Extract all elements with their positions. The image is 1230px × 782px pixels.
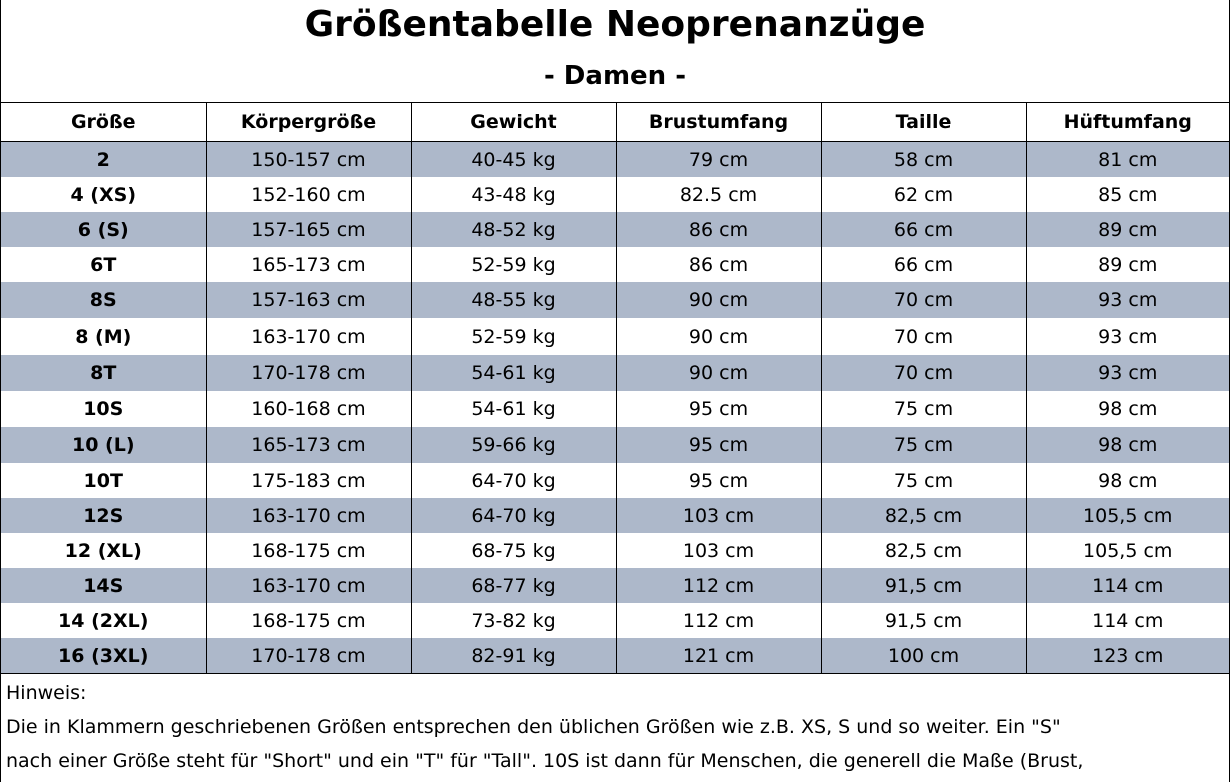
table-row xyxy=(1,177,1229,212)
table-cell: 165-173 cm xyxy=(206,247,411,282)
table-cell: 58 cm xyxy=(821,142,1026,178)
table-cell: 168-175 cm xyxy=(206,533,411,568)
table-cell: 112 cm xyxy=(616,568,821,603)
table-cell: 86 cm xyxy=(616,212,821,247)
table-cell: 90 cm xyxy=(616,355,821,391)
table-cell: 68-75 kg xyxy=(411,533,616,568)
table-cell: 82,5 cm xyxy=(821,533,1026,568)
table-cell: 73-82 kg xyxy=(411,603,616,638)
table-cell: 62 cm xyxy=(821,177,1026,212)
table-cell: 93 cm xyxy=(1026,318,1229,355)
table-cell: 54-61 kg xyxy=(411,391,616,427)
table-cell: 12 (XL) xyxy=(64,539,142,562)
table-row xyxy=(1,318,1229,355)
table-cell: 85 cm xyxy=(1026,177,1229,212)
table-cell: 70 cm xyxy=(821,282,1026,318)
table-cell: 123 cm xyxy=(1026,638,1229,674)
table-cell: 163-170 cm xyxy=(206,498,411,533)
note-line-1: Die in Klammern geschriebenen Größen entsprechen den üblichen Größen wie z.B. XS, S und so weiter. Ein "S" xyxy=(6,716,1061,738)
table-cell: 82,5 cm xyxy=(821,498,1026,533)
table-cell: 82-91 kg xyxy=(411,638,616,674)
table-cell: 43-48 kg xyxy=(411,177,616,212)
table-row xyxy=(1,247,1229,282)
table-row xyxy=(1,391,1229,427)
table-cell: 103 cm xyxy=(616,533,821,568)
table-cell: 40-45 kg xyxy=(411,142,616,178)
table-row xyxy=(1,355,1229,391)
page-subtitle: - Damen - xyxy=(543,61,687,91)
table-cell: 93 cm xyxy=(1026,282,1229,318)
note-line-2: nach einer Größe steht für "Short" und ein "T" für "Tall". 10S ist dann für Menschen, die generell die Maße (Brust, xyxy=(6,750,1084,772)
table-cell: 112 cm xyxy=(616,603,821,638)
header-chest: Brustumfang xyxy=(616,103,821,142)
table-cell: 64-70 kg xyxy=(411,463,616,498)
table-cell: 152-160 cm xyxy=(206,177,411,212)
table-cell: 160-168 cm xyxy=(206,391,411,427)
table-cell: 157-165 cm xyxy=(206,212,411,247)
table-row xyxy=(1,533,1229,568)
table-cell: 95 cm xyxy=(616,463,821,498)
table-cell: 93 cm xyxy=(1026,355,1229,391)
table-cell: 82.5 cm xyxy=(616,177,821,212)
table-cell: 170-178 cm xyxy=(206,638,411,674)
table-cell: 81 cm xyxy=(1026,142,1229,178)
table-cell: 95 cm xyxy=(616,391,821,427)
table-cell: 14S xyxy=(1,568,206,603)
table-cell: 8 (M) xyxy=(75,325,132,348)
header-height: Körpergröße xyxy=(206,103,411,142)
table-cell: 163-170 cm xyxy=(206,568,411,603)
table-cell: 66 cm xyxy=(821,212,1026,247)
table-cell: 98 cm xyxy=(1026,391,1229,427)
table-cell: 14 (2XL) xyxy=(58,609,149,632)
table-cell: 175-183 cm xyxy=(206,463,411,498)
table-cell: 114 cm xyxy=(1026,568,1229,603)
table-cell: 54-61 kg xyxy=(411,355,616,391)
header-hip: Hüftumfang xyxy=(1026,103,1229,142)
table-cell: 165-173 cm xyxy=(206,427,411,463)
table-cell: 48-52 kg xyxy=(411,212,616,247)
table-cell: 6T xyxy=(90,253,117,276)
note-heading: Hinweis: xyxy=(6,682,87,704)
table-cell: 10 (L) xyxy=(1,427,206,463)
table-cell: 12S xyxy=(1,498,206,533)
table-cell: 90 cm xyxy=(616,318,821,355)
table-cell: 2 xyxy=(1,142,206,178)
table-row xyxy=(1,603,1229,638)
table-cell: 86 cm xyxy=(616,247,821,282)
table-cell: 64-70 kg xyxy=(411,498,616,533)
table-cell: 70 cm xyxy=(821,318,1026,355)
table-cell: 70 cm xyxy=(821,355,1026,391)
table-cell: 59-66 kg xyxy=(411,427,616,463)
table-cell: 79 cm xyxy=(616,142,821,178)
table-cell: 75 cm xyxy=(821,427,1026,463)
table-cell: 52-59 kg xyxy=(411,247,616,282)
table-cell: 89 cm xyxy=(1026,212,1229,247)
header-weight: Gewicht xyxy=(411,103,616,142)
table-cell: 6 (S) xyxy=(1,212,206,247)
table-row xyxy=(1,463,1229,498)
table-row xyxy=(1,282,1229,318)
table-cell: 105,5 cm xyxy=(1026,498,1229,533)
table-cell: 16 (3XL) xyxy=(1,638,206,674)
table-cell: 10S xyxy=(83,398,124,420)
table-cell: 4 (XS) xyxy=(70,183,137,206)
table-cell: 8S xyxy=(1,282,206,318)
table-cell: 170-178 cm xyxy=(206,355,411,391)
table-row xyxy=(1,498,1229,533)
table-cell: 163-170 cm xyxy=(206,318,411,355)
table-cell: 89 cm xyxy=(1026,247,1229,282)
note-section xyxy=(1,674,1229,778)
header-row xyxy=(1,103,1229,142)
table-cell: 114 cm xyxy=(1026,603,1229,638)
table-cell: 10T xyxy=(83,469,123,492)
table-cell: 66 cm xyxy=(821,247,1026,282)
table-cell: 95 cm xyxy=(616,427,821,463)
table-cell: 8T xyxy=(1,355,206,391)
table-cell: 91,5 cm xyxy=(821,568,1026,603)
table-cell: 150-157 cm xyxy=(206,142,411,178)
table-cell: 75 cm xyxy=(821,463,1026,498)
table-row xyxy=(1,142,1229,178)
header-size: Größe xyxy=(1,103,206,142)
table-row xyxy=(1,638,1229,674)
table-cell: 168-175 cm xyxy=(206,603,411,638)
table-body xyxy=(1,142,1229,674)
table-cell: 68-77 kg xyxy=(411,568,616,603)
table-row xyxy=(1,568,1229,603)
table-row xyxy=(1,427,1229,463)
table-cell: 98 cm xyxy=(1026,463,1229,498)
size-table xyxy=(1,102,1229,674)
table-cell: 103 cm xyxy=(616,498,821,533)
table-cell: 157-163 cm xyxy=(206,282,411,318)
table-header xyxy=(1,103,1229,142)
table-cell: 48-55 kg xyxy=(411,282,616,318)
table-row xyxy=(1,212,1229,247)
table-cell: 75 cm xyxy=(821,391,1026,427)
table-cell: 52-59 kg xyxy=(411,318,616,355)
table-cell: 121 cm xyxy=(616,638,821,674)
header-waist: Taille xyxy=(821,103,1026,142)
table-cell: 100 cm xyxy=(821,638,1026,674)
table-cell: 90 cm xyxy=(616,282,821,318)
page-title: Größentabelle Neoprenanzüge xyxy=(304,4,926,45)
table-cell: 91,5 cm xyxy=(821,603,1026,638)
table-cell: 98 cm xyxy=(1026,427,1229,463)
table-cell: 105,5 cm xyxy=(1026,533,1229,568)
